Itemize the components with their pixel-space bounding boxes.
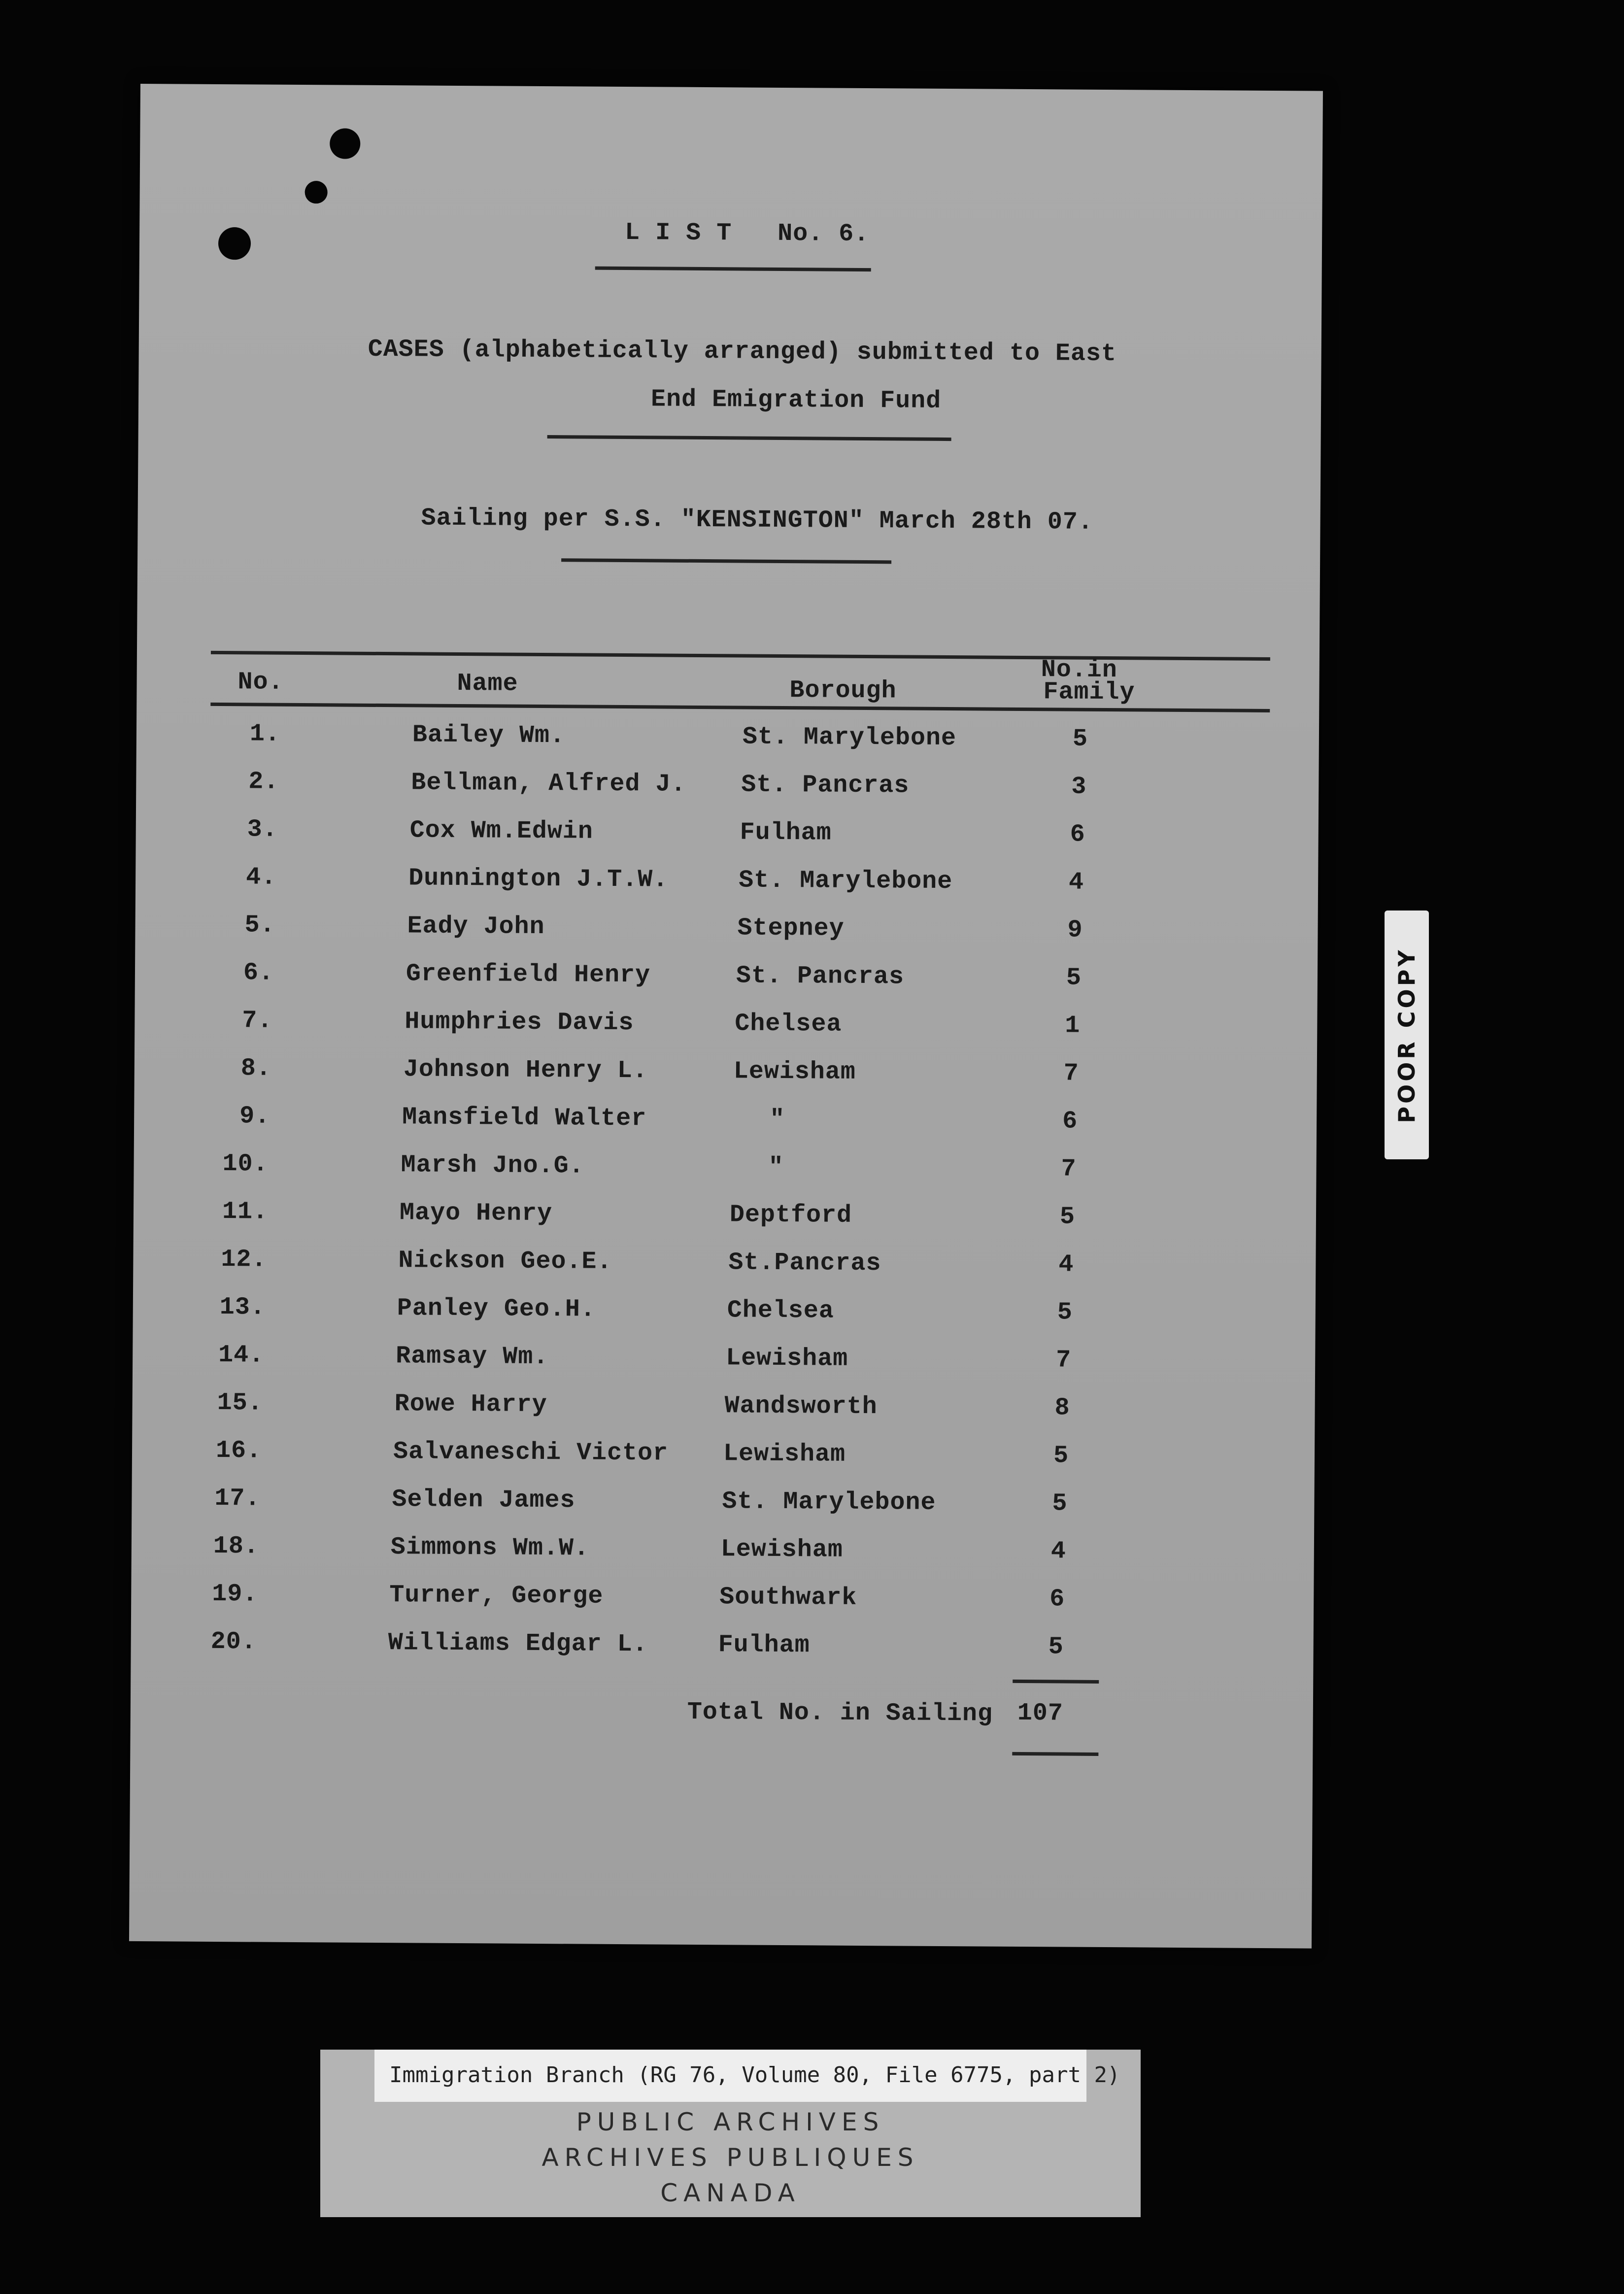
row-family-count: 6 [1062, 1107, 1078, 1136]
row-name: Greenfield Henry [406, 960, 651, 990]
subtitle-line-2: End Emigration Fund [650, 385, 942, 415]
row-number: 11. [222, 1198, 269, 1226]
table-row [136, 719, 1319, 766]
row-borough: Fulham [718, 1631, 810, 1660]
row-name: Panley Geo.H. [397, 1294, 596, 1324]
row-number: 12. [221, 1246, 267, 1274]
table-row [135, 958, 1318, 1005]
row-borough: Southwark [719, 1583, 857, 1612]
row-number: 13. [219, 1293, 266, 1322]
row-number: 5. [244, 911, 275, 940]
total-label: Total No. in Sailing [687, 1698, 993, 1728]
row-family-count: 5 [1072, 725, 1088, 753]
row-family-count: 1 [1065, 1012, 1081, 1040]
row-borough: Chelsea [735, 1010, 842, 1039]
table-row [132, 1436, 1315, 1483]
row-borough: Deptford [729, 1201, 852, 1230]
row-borough: Lewisham [726, 1344, 848, 1373]
table-row [134, 1102, 1317, 1148]
table-row [135, 1006, 1317, 1053]
row-number: 6. [243, 959, 274, 987]
row-number: 15. [217, 1389, 263, 1417]
row-family-count: 7 [1063, 1059, 1079, 1088]
row-family-count: 5 [1059, 1203, 1076, 1231]
poor-copy-text: POOR COPY [1393, 946, 1420, 1123]
row-name: Rowe Harry [394, 1390, 547, 1419]
row-number: 8. [240, 1054, 271, 1083]
row-family-count: 5 [1048, 1633, 1064, 1661]
row-borough: Lewisham [720, 1535, 844, 1564]
row-name: Bellman, Alfred J. [411, 769, 686, 799]
row-name: Ramsay Wm. [396, 1342, 549, 1372]
row-name: Cox Wm.Edwin [409, 816, 593, 846]
row-name: Mansfield Walter [402, 1103, 647, 1133]
row-family-count: 8 [1054, 1394, 1070, 1422]
list-title: L I S T No. 6. [624, 219, 870, 249]
row-family-count: 5 [1066, 964, 1082, 992]
total-value: 107 [1017, 1699, 1064, 1728]
table-row [131, 1580, 1314, 1626]
archive-line-1: PUBLIC ARCHIVES [576, 2108, 885, 2136]
row-family-count: 4 [1050, 1537, 1067, 1566]
row-number: 16. [215, 1436, 262, 1465]
table-row [131, 1627, 1313, 1674]
punch-hole [218, 227, 251, 260]
row-family-count: 6 [1049, 1585, 1065, 1614]
title-underline [595, 267, 871, 271]
row-borough: Wandsworth [724, 1392, 878, 1421]
archive-label [320, 2050, 1141, 2217]
table-row [132, 1532, 1314, 1579]
row-family-count: 7 [1056, 1346, 1072, 1375]
document-page [129, 84, 1323, 1949]
total-rule-bottom [1012, 1752, 1098, 1756]
row-family-count: 5 [1052, 1489, 1068, 1518]
table-row [133, 1293, 1316, 1340]
row-borough: St. Pancras [741, 771, 910, 800]
column-header-name: Name [457, 669, 518, 698]
column-header-borough: Borough [789, 676, 897, 706]
reference-tab [374, 2050, 1120, 2102]
row-borough: " [768, 1153, 784, 1182]
column-header-family-line1: No.in [1041, 656, 1117, 685]
sailing-line: Sailing per S.S. "KENSINGTON" March 28th 07. [421, 504, 1093, 537]
subtitle-underline [547, 435, 951, 441]
punch-hole [330, 128, 360, 159]
table-row [134, 1149, 1316, 1196]
row-family-count: 5 [1053, 1442, 1069, 1470]
column-header-no: No. [237, 668, 284, 697]
row-borough: Stepney [737, 914, 845, 943]
archive-line-3: CANADA [660, 2179, 801, 2207]
row-borough: Lewisham [723, 1440, 846, 1469]
table-row [136, 767, 1319, 814]
row-name: Selden James [392, 1485, 575, 1515]
table-row [135, 863, 1318, 910]
row-number: 2. [248, 768, 279, 796]
row-number: 4. [245, 863, 277, 892]
row-number: 7. [242, 1007, 273, 1035]
row-borough: Chelsea [727, 1296, 835, 1325]
table-row [132, 1388, 1315, 1435]
row-family-count: 7 [1061, 1155, 1077, 1183]
archive-line-2: ARCHIVES PUBLIQUES [541, 2143, 919, 2172]
row-number: 3. [247, 815, 278, 844]
row-name: Williams Edgar L. [388, 1629, 648, 1659]
row-borough: Lewisham [733, 1057, 856, 1086]
table-row [135, 815, 1318, 862]
row-number: 10. [222, 1150, 269, 1179]
table-row [132, 1484, 1314, 1531]
row-borough: St. Marylebone [722, 1487, 936, 1517]
row-family-count: 4 [1068, 868, 1084, 897]
row-name: Mayo Henry [399, 1199, 553, 1228]
row-family-count: 4 [1058, 1250, 1074, 1279]
archive-reference: Immigration Branch (RG 76, Volume 80, File 6775, part 2) [389, 2062, 1120, 2088]
poor-copy-stamp [1385, 911, 1429, 1159]
row-family-count: 9 [1067, 916, 1083, 945]
row-borough: St. Marylebone [742, 723, 957, 753]
row-borough: St. Marylebone [738, 866, 953, 896]
row-borough: " [770, 1105, 785, 1134]
table-row [134, 1054, 1317, 1101]
row-borough: St. Pancras [736, 962, 905, 991]
row-name: Dunnington J.T.W. [408, 864, 669, 894]
row-name: Simmons Wm.W. [390, 1533, 590, 1563]
row-number: 17. [214, 1484, 261, 1513]
subtitle-line-1: CASES (alphabetically arranged) submitted to East [368, 335, 1117, 369]
row-name: Marsh Jno.G. [401, 1151, 584, 1181]
row-number: 20. [210, 1627, 257, 1656]
row-number: 14. [218, 1341, 265, 1370]
row-borough: Fulham [740, 818, 832, 847]
total-rule-top [1013, 1680, 1099, 1684]
row-number: 18. [213, 1532, 260, 1561]
table-row [135, 911, 1318, 957]
table-row [134, 1197, 1316, 1244]
row-number: 9. [239, 1102, 271, 1131]
row-name: Nickson Geo.E. [398, 1247, 612, 1276]
punch-hole [305, 181, 328, 203]
row-number: 1. [249, 720, 281, 748]
row-name: Turner, George [389, 1581, 604, 1611]
sailing-underline [561, 558, 891, 564]
column-header-family-line2: Family [1043, 678, 1135, 707]
row-family-count: 5 [1057, 1298, 1073, 1327]
row-number: 19. [212, 1580, 258, 1609]
table-row [133, 1245, 1316, 1292]
row-name: Johnson Henry L. [403, 1055, 648, 1085]
row-family-count: 3 [1071, 773, 1087, 801]
row-name: Eady John [407, 912, 545, 942]
table-row [133, 1341, 1315, 1387]
row-family-count: 6 [1070, 820, 1085, 849]
row-name: Humphries Davis [405, 1008, 634, 1038]
row-borough: St.Pancras [728, 1248, 881, 1278]
row-name: Bailey Wm. [412, 721, 566, 750]
row-name: Salvaneschi Victor [393, 1438, 669, 1468]
